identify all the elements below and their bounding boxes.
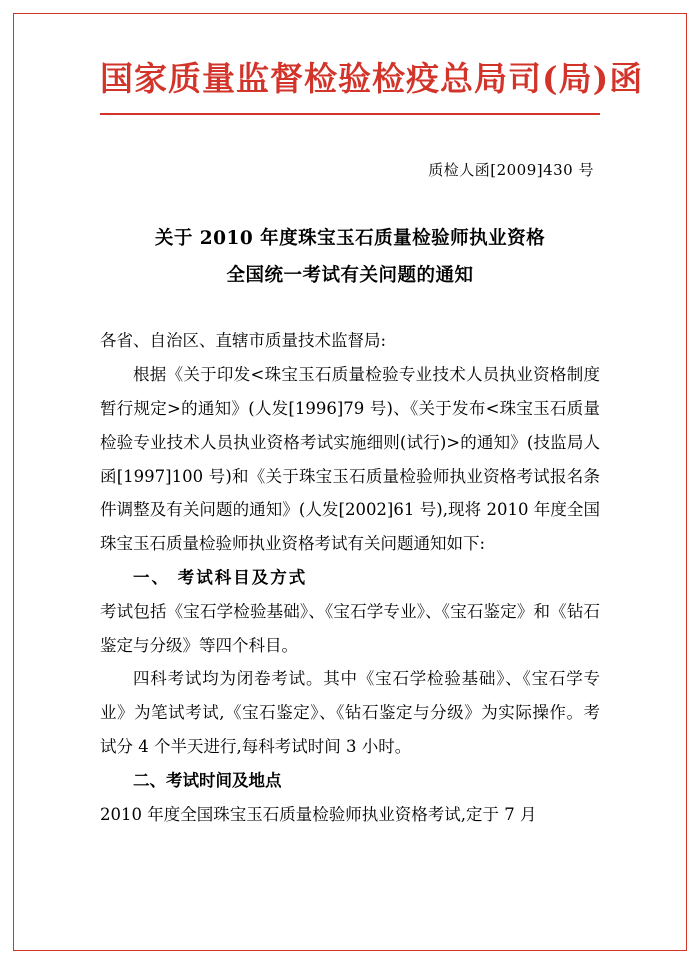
section-2-paragraph-1: 2010 年度全国珠宝玉石质量检验师执业资格考试,定于 7 月 bbox=[100, 804, 537, 824]
section-2-heading: 二、考试时间及地点 bbox=[133, 770, 282, 790]
document-title bbox=[100, 220, 600, 294]
document-title-line-2: 全国统一考试有关问题的通知 bbox=[226, 265, 474, 287]
letterhead-divider-rule bbox=[100, 113, 600, 115]
section-1-paragraph-1: 考试包括《宝石学检验基础》、《宝石学专业》、《宝石鉴定》和《钻石鉴定与分级》等四个科目。 bbox=[100, 601, 600, 655]
paragraph-basis: 根据《关于印发<珠宝玉石质量检验专业技术人员执业资格制度暂行规定>的通知》(人发[1996]79 号)、《关于发布<珠宝玉石质量检验专业技术人员执业资格考试实施细则(试行)>的通知》(技监局人函[1997]100 号)和《关于珠宝玉石质量检验师执业资格考试报名条件调整及有关问题的通知》(人发[2002]61 号),现将 2010 年度全国珠宝玉石质量检验师执业资格考试有关问题通知如下: bbox=[100, 365, 600, 554]
document-title-line-1: 关于 2010 年度珠宝玉石质量检验师执业资格 bbox=[154, 228, 546, 250]
section-1-paragraph-2: 四科考试均为闭卷考试。其中《宝石学检验基础》、《宝石学专业》为笔试考试,《宝石鉴定》、《钻石鉴定与分级》为实际操作。考试分 4 个半天进行,每科考试时间 3 小时。 bbox=[100, 669, 600, 756]
section-1-heading: 一、 考试科目及方式 bbox=[133, 567, 308, 587]
document-body bbox=[100, 324, 600, 831]
salutation: 各省、自治区、直辖市质量技术监督局: bbox=[100, 331, 387, 351]
document-number: 质检人函[2009]430 号 bbox=[428, 161, 594, 180]
letterhead-title: 国家质量监督检验检疫总局司(局)函 bbox=[100, 59, 644, 98]
